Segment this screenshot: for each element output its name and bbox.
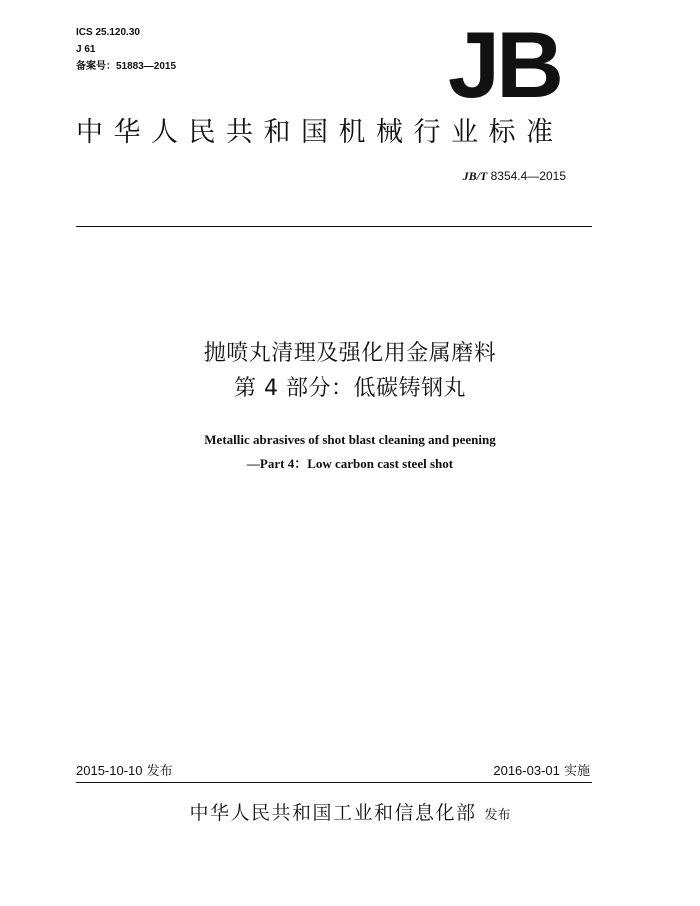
jb-logo-text: JB bbox=[447, 26, 561, 106]
issuer-suffix: 发布 bbox=[484, 808, 511, 823]
bottom-divider bbox=[76, 782, 592, 783]
top-divider bbox=[76, 226, 592, 227]
issue-date-label: 发布 bbox=[142, 764, 173, 779]
standard-organization: 中华人民共和国机械行业标准 bbox=[76, 117, 564, 148]
ccs-code: J 61 bbox=[76, 44, 96, 55]
issue-date bbox=[76, 762, 173, 781]
standard-number-value: 8354.4—2015 bbox=[487, 169, 566, 183]
standard-number bbox=[400, 168, 566, 184]
issuer-name: 中华人民共和国工业和信息化部 bbox=[189, 802, 477, 824]
implement-date bbox=[493, 762, 590, 781]
jb-logo bbox=[446, 26, 562, 106]
standard-code: JB/T bbox=[462, 169, 488, 183]
issuer bbox=[0, 798, 700, 825]
title-en-line1: Metallic abrasives of shot blast cleaning and peening bbox=[204, 432, 496, 447]
title-cn-line1: 抛喷丸清理及强化用金属磨料 bbox=[203, 341, 497, 366]
title-en-line2: —Part 4：Low carbon cast steel shot bbox=[246, 456, 454, 471]
record-number: 备案号：51883—2015 bbox=[76, 61, 177, 72]
ics-code: ICS 25.120.30 bbox=[76, 27, 140, 38]
issue-date-value: 2015-10-10 bbox=[76, 763, 143, 778]
implement-date-label: 实施 bbox=[559, 764, 590, 779]
implement-date-value: 2016-03-01 bbox=[493, 763, 560, 778]
title-cn-line2: 第 4 部分：低碳铸钢丸 bbox=[234, 376, 466, 401]
